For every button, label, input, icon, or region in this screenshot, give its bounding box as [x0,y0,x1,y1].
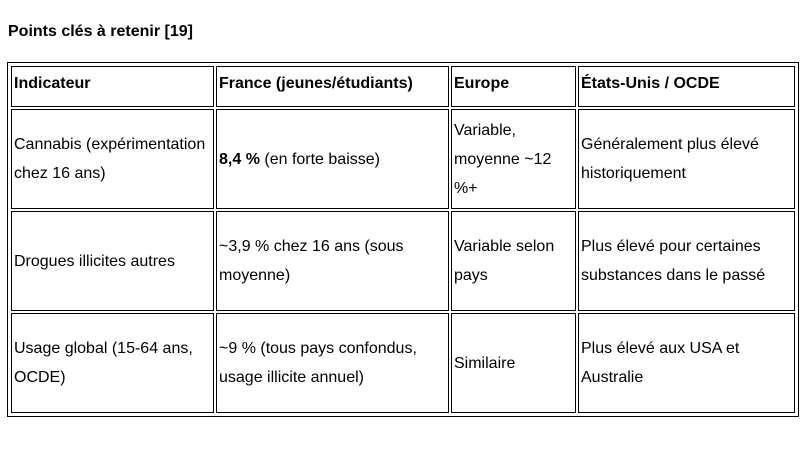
header-europe: Europe [451,66,576,107]
table-row [11,211,795,311]
comparison-table [7,62,799,417]
cell-france [216,109,449,209]
header-france: France (jeunes/étudiants) [216,66,449,107]
table-row [11,109,795,209]
header-indicateur: Indicateur [11,66,214,107]
cell-indicator: Cannabis (expérimentation chez 16 ans) [11,109,214,209]
cell-europe: Variable, moyenne ~12 %+ [451,109,576,209]
cell-indicator: Drogues illicites autres [11,211,214,311]
cell-france-note: (en forte baisse) [259,150,380,168]
cell-france-value: 8,4 % [219,150,260,168]
header-usa-ocde: États-Unis / OCDE [578,66,795,107]
section-heading: Points clés à retenir [19] [8,23,193,40]
cell-usa: Plus élevé aux USA et Australie [578,313,795,413]
cell-france: ~3,9 % chez 16 ans (sous moyenne) [216,211,449,311]
table-row [11,313,795,413]
cell-europe: Variable selon pays [451,211,576,311]
cell-indicator: Usage global (15-64 ans, OCDE) [11,313,214,413]
cell-europe: Similaire [451,313,576,413]
cell-france: ~9 % (tous pays confondus, usage illicite annuel) [216,313,449,413]
table-header-row [11,66,795,107]
comparison-table-grid [9,64,797,415]
cell-usa: Plus élevé pour certaines substances dans le passé [578,211,795,311]
cell-usa: Généralement plus élevé historiquement [578,109,795,209]
